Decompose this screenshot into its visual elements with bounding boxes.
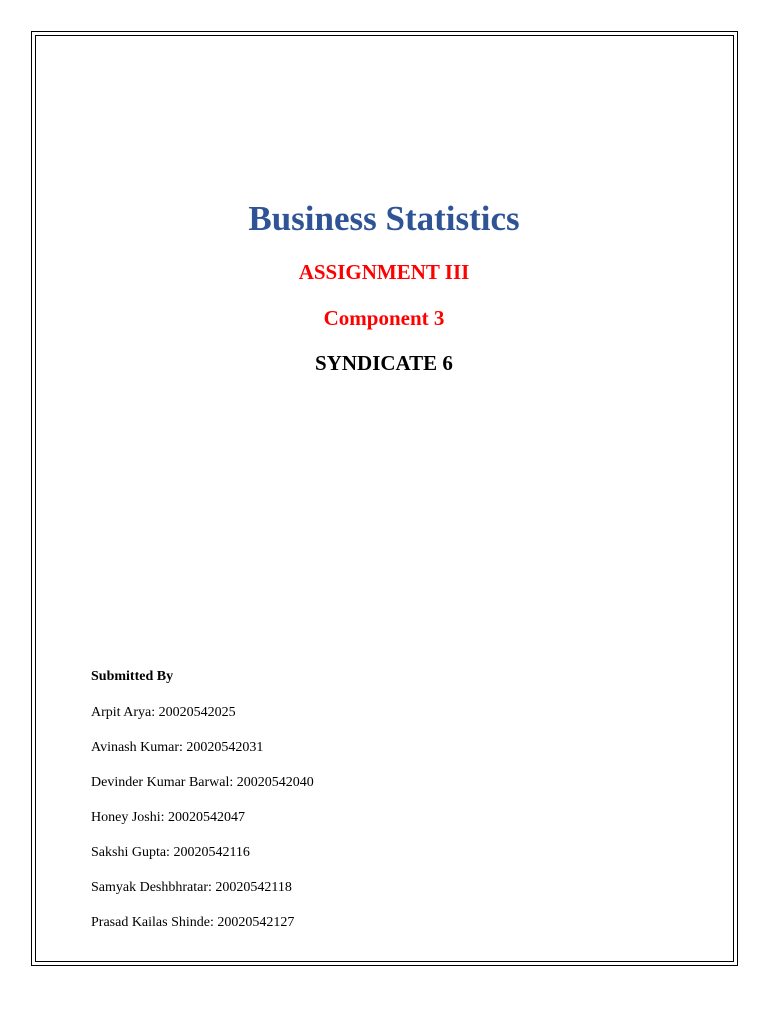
document-title: Business Statistics	[248, 199, 520, 238]
title-block	[0, 196, 768, 377]
member-item: Avinash Kumar: 20020542031	[91, 740, 264, 755]
member-item: Honey Joshi: 20020542047	[91, 810, 245, 825]
member-item: Prasad Kailas Shinde: 20020542127	[91, 915, 295, 930]
member-item: Samyak Deshbhratar: 20020542118	[91, 880, 292, 895]
submitted-by-section	[91, 668, 314, 949]
member-item: Arpit Arya: 20020542025	[91, 705, 236, 720]
member-item: Devinder Kumar Barwal: 20020542040	[91, 775, 314, 790]
member-list	[91, 704, 314, 932]
syndicate-heading: SYNDICATE 6	[315, 351, 453, 375]
component-heading: Component 3	[323, 306, 445, 330]
member-item: Sakshi Gupta: 20020542116	[91, 845, 250, 860]
assignment-heading: ASSIGNMENT III	[298, 260, 470, 284]
submitted-by-heading: Submitted By	[91, 669, 174, 684]
